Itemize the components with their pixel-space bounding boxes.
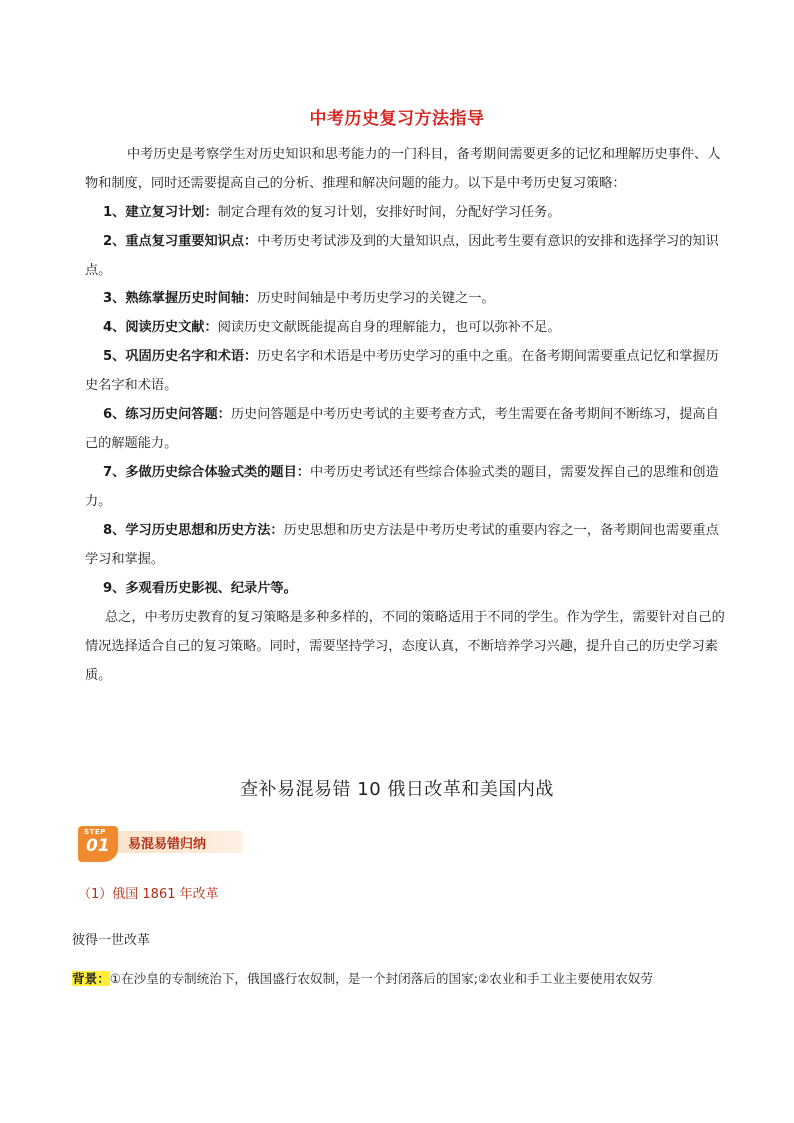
section-title: 查补易混易错 10 俄日改革和美国内战 <box>240 779 554 800</box>
background-label: 背景： <box>72 971 110 986</box>
step-header <box>78 826 243 862</box>
list-item-label: 8、学习历史思想和历史方法： <box>103 523 284 538</box>
list-item-label: 6、练习历史问答题： <box>103 407 231 422</box>
list-item-text: 制定合理有效的复习计划，安排好时间，分配好学习任务。 <box>217 205 561 220</box>
list-item-label: 2、重点复习重要知识点： <box>103 234 258 249</box>
list-item-label: 5、巩固历史名字和术语： <box>103 349 258 364</box>
conclusion-paragraph: 总之，中考历史教育的复习策略是多种多样的，不同的策略适用于不同的学生。作为学生，需要针对自己的情况选择适合自己的复习策略。同时，需要坚持学习，态度认真，不断培养学习兴趣，提升自己的历史学习素质。 <box>85 610 725 683</box>
list-item-8 <box>85 516 725 574</box>
list-item-4 <box>85 313 725 342</box>
list-item-7 <box>85 458 725 516</box>
list-item-label: 3、熟练掌握历史时间轴： <box>103 291 258 306</box>
list-item-3 <box>85 284 725 313</box>
list-item-text: 历史名字和术语是中考历史学习的重中之重。在备考期间需要重点记忆和掌握历史名字和术语。 <box>85 349 719 393</box>
document-title: 中考历史复习方法指导 <box>309 109 485 129</box>
list-item-label: 4、阅读历史文献： <box>103 320 218 335</box>
intro-paragraph: 中考历史是考察学生对历史知识和思考能力的一门科目，备考期间需要更多的记忆和理解历史事件、人物和制度，同时还需要提高自己的分析、推理和解决问题的能力。以下是中考历史复习策略： <box>85 147 721 191</box>
topic-line: 彼得一世改革 <box>72 933 151 948</box>
list-item-6 <box>85 400 725 458</box>
step-badge-icon <box>78 826 118 862</box>
list-item-text: 历史思想和历史方法是中考历史考试的重要内容之一，备考期间也需要重点学习和掌握。 <box>85 523 719 567</box>
list-item-2 <box>85 227 725 285</box>
background-text: ①在沙皇的专制统治下，俄国盛行农奴制，是一个封闭落后的国家;②农业和手工业主要使用农奴劳 <box>109 971 653 986</box>
background-line <box>72 968 722 987</box>
step-label: 易混易错归纳 <box>128 837 207 852</box>
list-item-9 <box>85 574 725 603</box>
subheading: （1）俄国 1861 年改革 <box>78 887 219 902</box>
list-item-text: 中考历史考试涉及到的大量知识点，因此考生要有意识的安排和选择学习的知识点。 <box>85 234 719 278</box>
step-small-label: STEP <box>84 828 106 836</box>
list-item-text: 中考历史考试还有些综合体验式类的题目，需要发挥自己的思维和创造力。 <box>85 465 719 509</box>
step-number: 01 <box>86 836 110 856</box>
list-item-text: 历史时间轴是中考历史学习的关键之一。 <box>257 291 495 306</box>
list-item-text: 历史问答题是中考历史考试的主要考查方式，考生需要在备考期间不断练习，提高自己的解题能力。 <box>85 407 719 451</box>
list-item-label: 1、建立复习计划： <box>103 205 218 220</box>
list-item-5 <box>85 342 725 400</box>
list-item-label: 7、多做历史综合体验式类的题目： <box>103 465 310 480</box>
list-item-label: 9、多观看历史影视、纪录片等。 <box>103 581 297 596</box>
list-item-1 <box>85 198 725 227</box>
list-item-text: 阅读历史文献既能提高自身的理解能力，也可以弥补不足。 <box>217 320 561 335</box>
